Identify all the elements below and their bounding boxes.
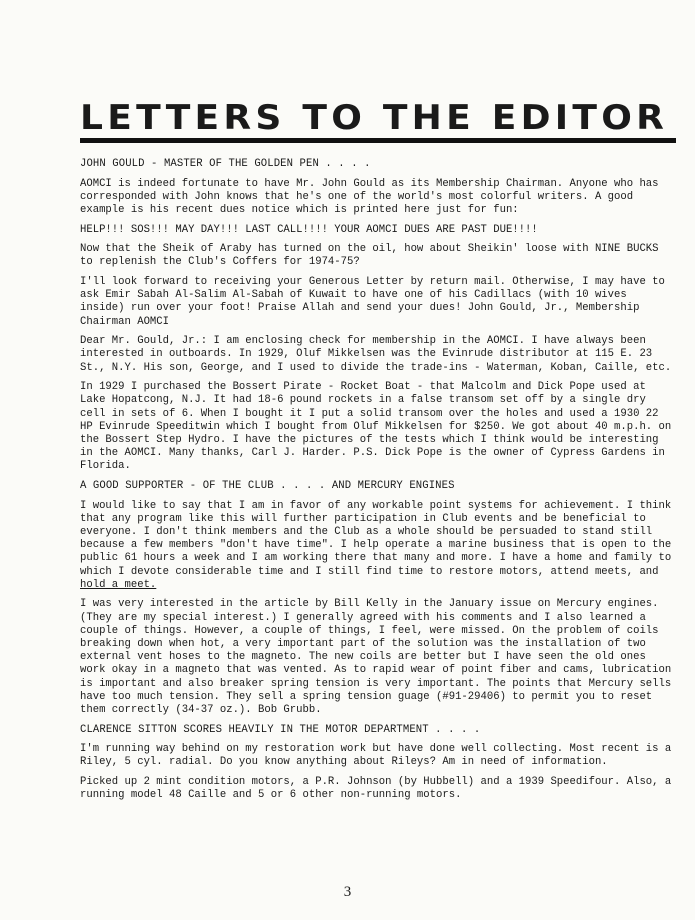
underlined-phrase: hold a meet. <box>80 578 157 591</box>
paragraph-return-mail: I'll look forward to receiving your Generous Letter by return mail. Otherwise, I may have to ask Emir Sabah Al-Salim Al-Sabah of Kuwait to have one of his Cadillacs (with 10 wives inside) run over your foot! Praise Allah and send your dues! John Gould, Jr., Membership Chairman AOMCI <box>80 275 665 328</box>
letters-column <box>80 158 676 809</box>
paragraph-dues-shout: HELP!!! SOS!!! MAY DAY!!! LAST CALL!!!! YOUR AOMCI DUES ARE PAST DUE!!!! <box>80 223 538 236</box>
paragraph-harder-letter: Dear Mr. Gould, Jr.: I am enclosing check for membership in the AOMCI. I have always been interested in outboards. In 1929, Oluf Mikkelsen was the Evinrude distributor at 115 E. 23 St., N.Y. His son, George, and I used to divide the trade-ins - Waterman, Koban, Caille, etc. <box>80 335 672 374</box>
point-systems-text: I would like to say that I am in favor of any workable point systems for achievement. I think that any program like this will further participation in Club events and be beneficial to everyone. I don't think members and the Club as a whole should be persuaded to stand still because a few members "don't have time". I help operate a marine business that is open to the public 61 hours a week and I am working there that many and more. I have a home and family to which I devote considerable time and I still find time to restore motors, attend meets, and <box>80 499 672 578</box>
title-underline-rule <box>80 138 676 143</box>
page-number: 3 <box>343 884 352 900</box>
paragraph-point-systems <box>80 500 676 592</box>
page-banner <box>80 100 676 148</box>
paragraph-riley: I'm running way behind on my restoration work but have done well collecting. Most recent is a Riley, 5 cyl. radial. Do you know anything about Rileys? Am in need of information. <box>80 743 672 769</box>
section-heading-good-supporter: A GOOD SUPPORTER - OF THE CLUB . . . . AND MERCURY ENGINES <box>80 480 455 492</box>
section-heading-john-gould: JOHN GOULD - MASTER OF THE GOLDEN PEN . . . . <box>80 158 371 170</box>
paragraph-motors-picked-up: Picked up 2 mint condition motors, a P.R. Johnson (by Hubbell) and a 1939 Speedifour. Also, a running model 48 Caille and 5 or 6 other non-running motors. <box>80 776 672 802</box>
paragraph-intro: AOMCI is indeed fortunate to have Mr. John Gould as its Membership Chairman. Anyone who has corresponded with John knows that he's one of the world's most colorful writers. A good example is his recent dues notice which is printed here just for fun: <box>80 177 659 216</box>
paragraph-bossert-pirate: In 1929 I purchased the Bossert Pirate - Rocket Boat - that Malcolm and Dick Pope used at Lake Hopatcong, N.J. It had 18-6 pound rockets in a false transom set off by a single dry cell in sets of 6. When I bought it I put a solid transom over the holes and used a 1930 22 HP Evinrude Speeditwin which I bought from Oluf Mikkelsen for $250. We got about 40 m.p.h. on the Bossert Step Hydro. I have the pictures of the tests which I think would be interesting in the AOMCI. Many thanks, Carl J. Harder. P.S. Dick Pope is the owner of Cypress Gardens in Florida. <box>80 381 672 473</box>
paragraph-mercury-engines: I was very interested in the article by Bill Kelly in the January issue on Mercury engines. (They are my special interest.) I generally agreed with his comments and I also learned a couple of things. However, a couple of things, I feel, were missed. On the problem of coils breaking down when hot, a very important part of the solution was the installation of two external vent hoses to the magneto. The new coils are better but I have seen the old ones work okay in a magneto that was vented. As to rapid wear of point fiber and cams, lubrication is important and also breaker spring tension is very important. The points that Mercury sells have too much tension. They sell a spring tension guage (#91-29406) to permit you to reset them correctly (34-37 oz.). Bob Grubb. <box>80 598 672 717</box>
page-title: LETTERS TO THE EDITOR <box>80 98 669 138</box>
section-heading-clarence-sitton: CLARENCE SITTON SCORES HEAVILY IN THE MOTOR DEPARTMENT . . . . <box>80 723 481 736</box>
paragraph-sheik: Now that the Sheik of Araby has turned on the oil, how about Sheikin' loose with NINE BUCKS to replenish the Club's Coffers for 1974-75? <box>80 243 659 269</box>
